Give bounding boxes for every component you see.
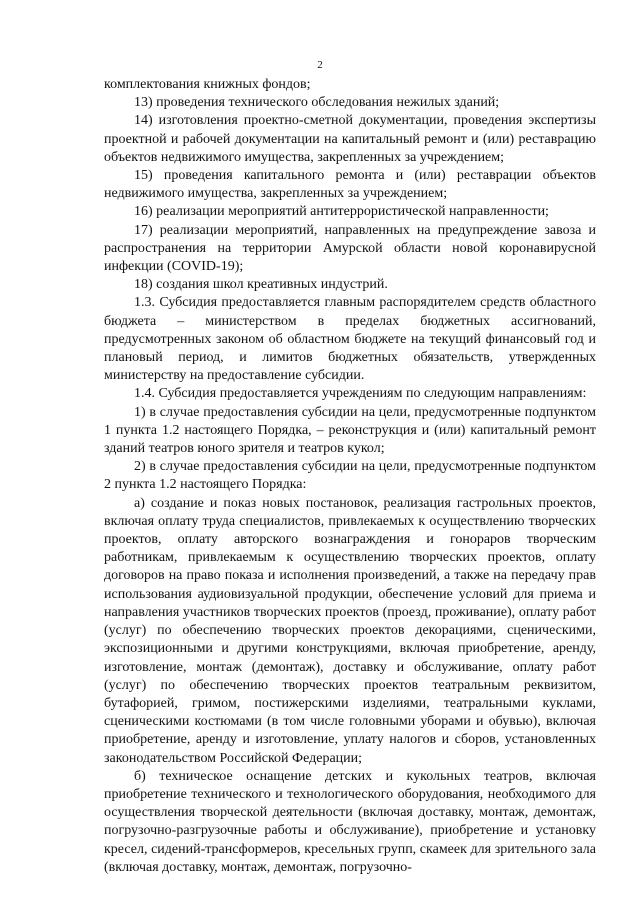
paragraph: 1.4. Субсидия предоставляется учреждениям по следующим направлениям: (134, 386, 587, 402)
paragraph: 1) в случае предоставления субсидии на цели, предусмотренные подпунктом 1 пункта 1.2 настоящего Порядка, – реконструкция и (или) капитальный ремонт зданий театров юного зрителя и театров кукол; (104, 404, 596, 457)
paragraph: а) создание и показ новых постановок, реализация гастрольных проектов, включая оплату труда специалистов, привлекаемых к осуществлению творческих проектов, оплату авторского вознаграждения и гонораров творческим работникам, привлекаемым к осуществлению творческих проектов, оплату договоров на право показа и исполнения произведений, а также на передачу прав использования аудиовизуальной продукции, обеспечение условий для приема и направления участников творческих проектов (проезд, проживание), оплату работ (услуг) по обеспечению творческих проектов декорациями, сценическими, экспозиционными и другими конструкциями, включая приобретение, аренду, изготовление, монтаж (демонтаж), доставку и обслуживание, оплату работ (услуг) по обеспечению творческих проектов театральным реквизитом, бутафорией, гримом, постижерскими изделиями, театральными куклами, сценическими костюмами (в том числе головными уборами и обувью), включая приобретение, аренду и изготовление, уплату налогов и сборов, установленных законодательством Российской Федерации; (104, 495, 596, 766)
paragraph: б) техническое оснащение детских и кукольных театров, включая приобретение технического и технологического оборудования, необходимого для осуществления творческой деятельности (включая доставку, монтаж, демонтаж, погрузочно-разгрузочные работы и обслуживание), приобретение и установку кресел, сидений-трансформеров, кресельных групп, скамеек для зрительного зала (включая доставку, монтаж, демонтаж, погрузочно- (104, 768, 596, 875)
paragraph: 13) проведения технического обследования нежилых зданий; (134, 95, 500, 111)
paragraph: 17) реализации мероприятий, направленных на предупреждение завоза и распространения на территории Амурской области новой коронавирусной инфекции (COVID-19); (104, 222, 596, 275)
paragraph: 18) создания школ креативных индустрий. (134, 277, 388, 293)
paragraph: 2) в случае предоставления субсидии на цели, предусмотренные подпунктом 2 пункта 1.2 настоящего Порядка: (104, 459, 596, 493)
document-body (104, 76, 596, 877)
paragraph: комплектования книжных фондов; (104, 77, 311, 92)
page-number: 2 (317, 59, 323, 71)
paragraph: 16) реализации мероприятий антитеррористической направленности; (134, 204, 549, 220)
paragraph: 15) проведения капитального ремонта и (или) реставрации объектов недвижимого имущества, закрепленных за учреждением; (104, 168, 596, 202)
paragraph: 14) изготовления проектно-сметной документации, проведения экспертизы проектной и рабочей документации на капитальный ремонт и (или) реставрацию объектов недвижимого имущества, закрепленных за учреждением; (104, 113, 596, 165)
paragraph: 1.3. Субсидия предоставляется главным распорядителем средств областного бюджета – министерством в пределах бюджетных ассигнований, предусмотренных законом об областном бюджете на текущий финансовый год и плановый период, и лимитов бюджетных обязательств, утвержденных министерству на предоставление субсидии. (104, 295, 596, 384)
